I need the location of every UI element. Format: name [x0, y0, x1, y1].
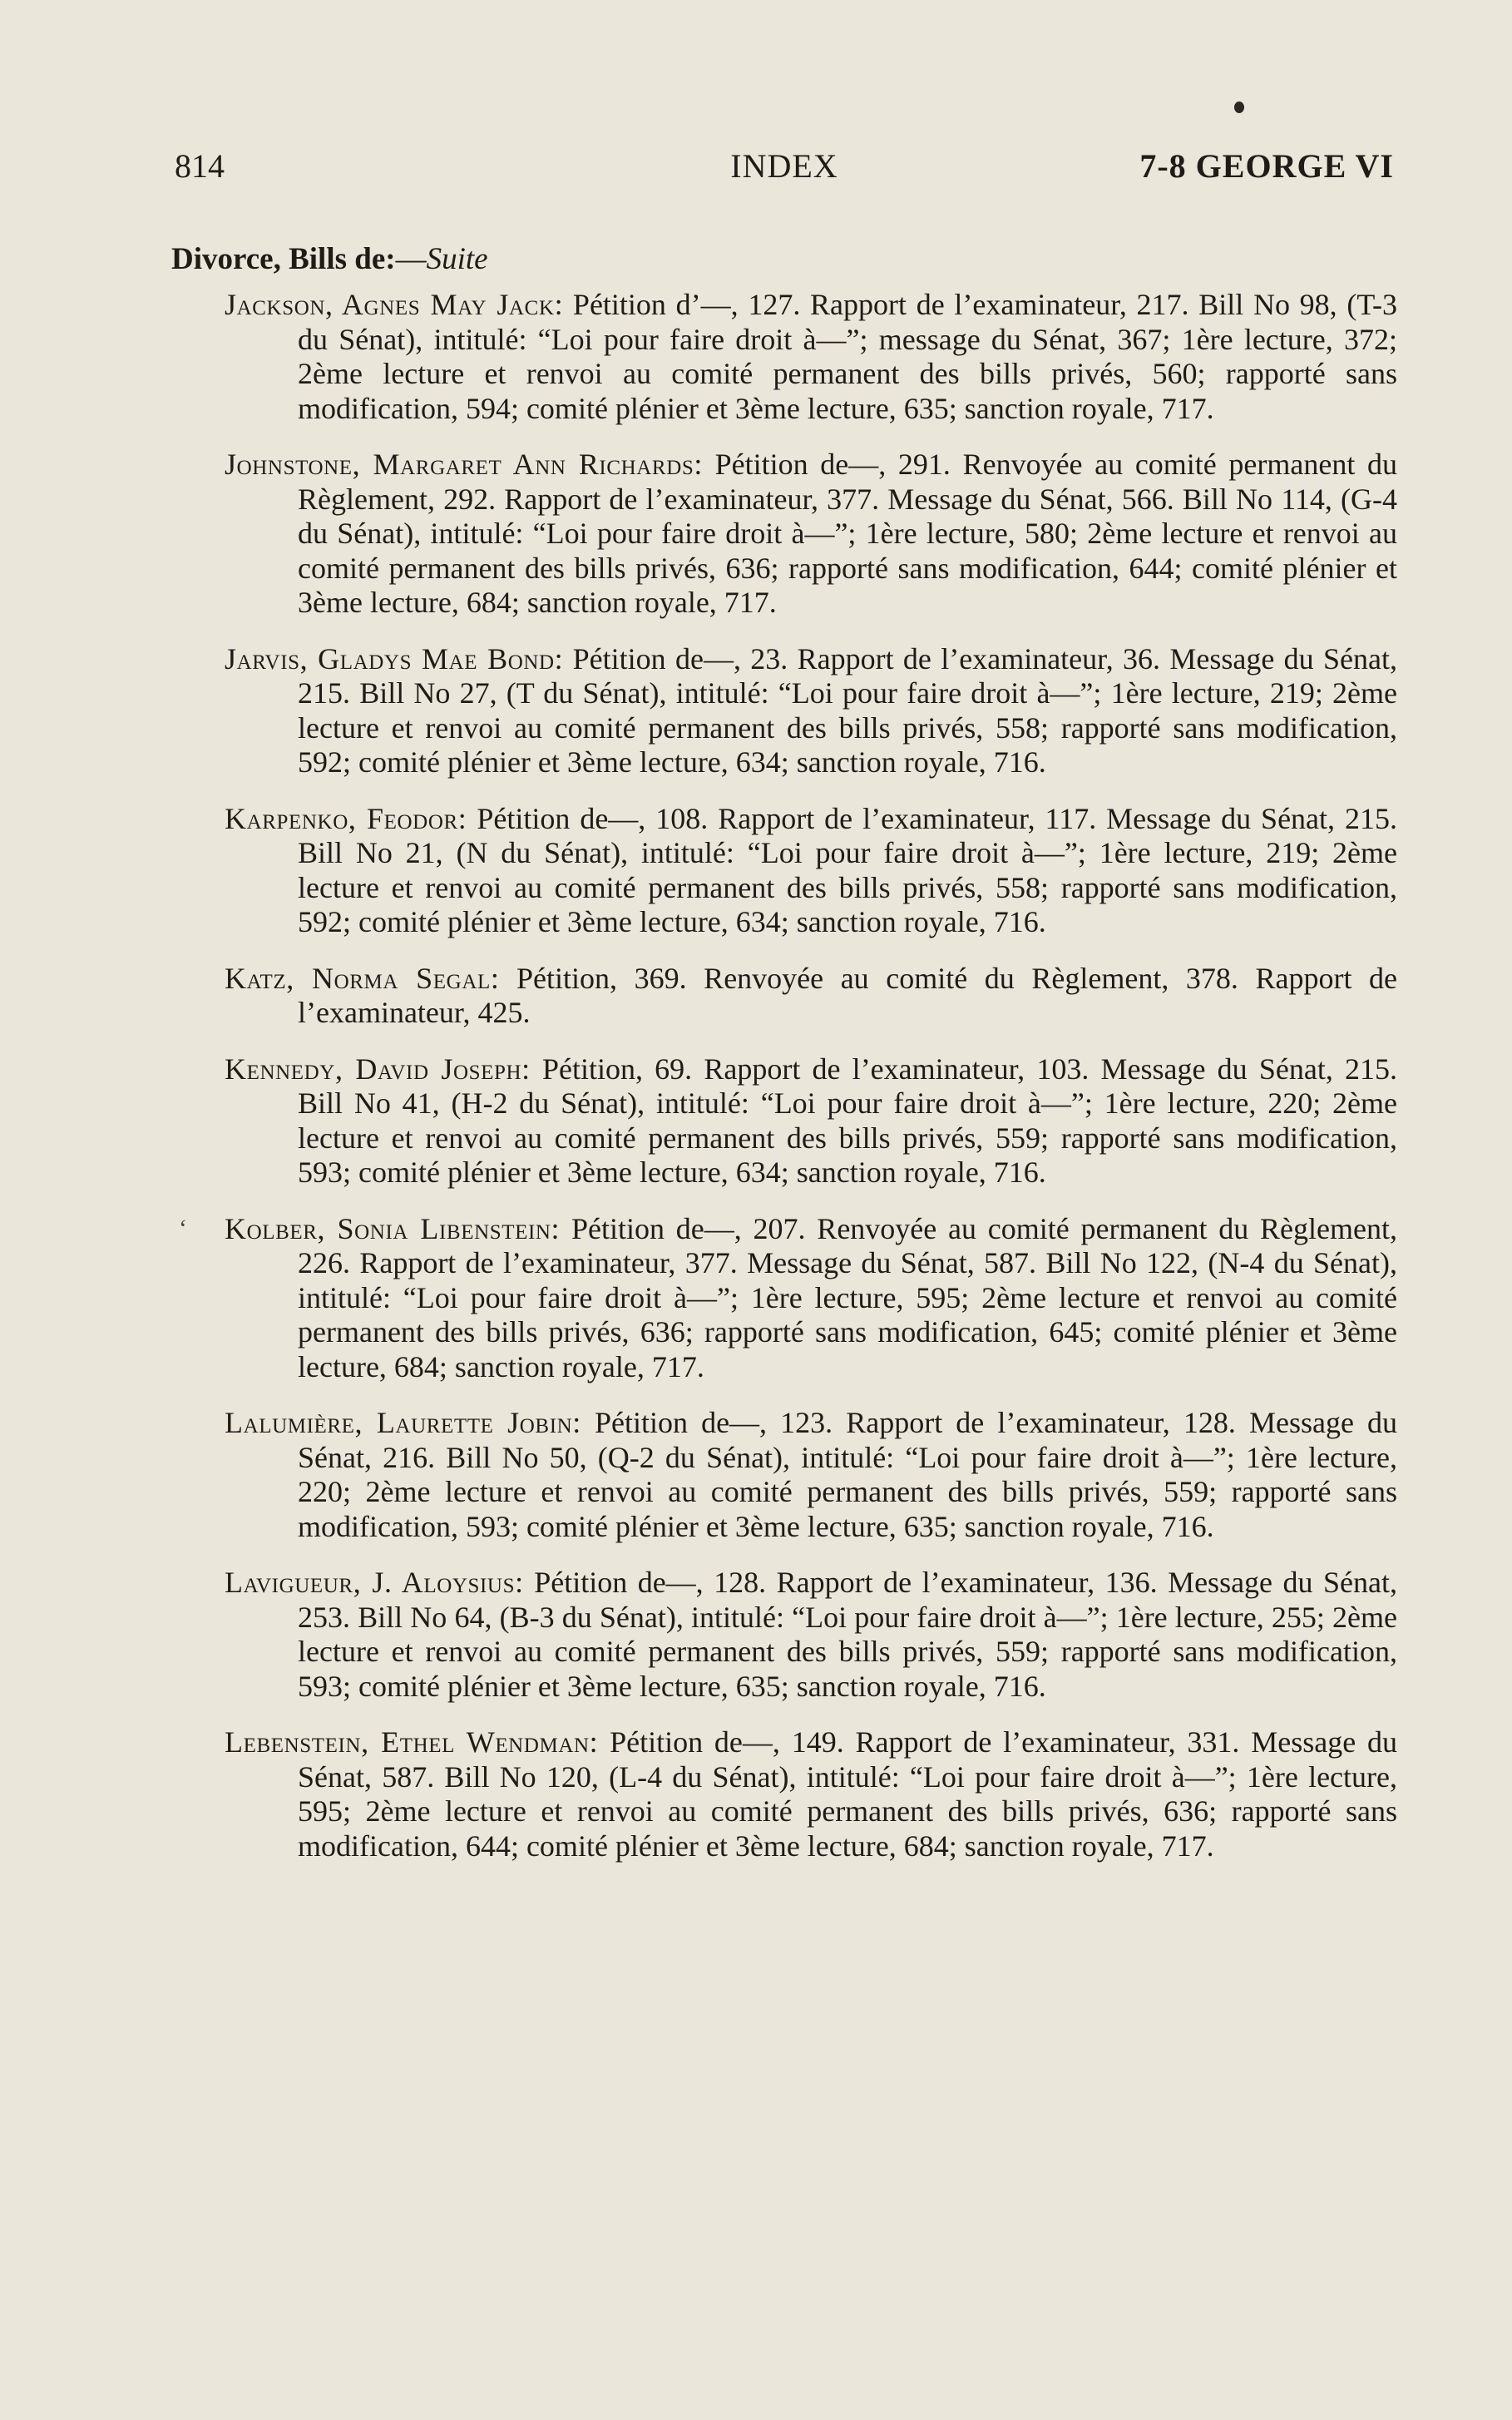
index-entry [225, 1566, 1397, 1704]
page-number: 814 [175, 147, 225, 185]
index-entry [225, 1406, 1397, 1544]
entry-text: Pétition d’—, 127. Rapport de l’examinateur, 217. Bill No 98, (T-3 du Sénat), intitulé: “Loi pour faire droit à—”; message du Sénat, 367; 1ère lecture, 372; 2ème lecture et renvoi au comité permanent des bills privés, 560; rapporté sans modification, 594; comité plénier et 3ème lecture, 635; sanction royale, 717. [298, 288, 1397, 425]
index-entry [225, 1212, 1397, 1385]
em-dash: — [395, 242, 427, 276]
index-entry [225, 802, 1397, 940]
entry-name: Katz, Norma Segal: [225, 961, 500, 995]
entry-name: Lalumière, Laurette Jobin: [225, 1406, 581, 1439]
entry-name: Kennedy, David Joseph: [225, 1052, 531, 1086]
ink-dot [1234, 101, 1244, 113]
index-entry [225, 448, 1397, 621]
index-entry [225, 1725, 1397, 1863]
index-entry [225, 1052, 1397, 1190]
entry-text: Pétition, 69. Rapport de l’examinateur, 103. Message du Sénat, 215. Bill No 41, (H-2 du Sénat), intitulé: “Loi pour faire droit à—”; 1ère lecture, 220; 2ème lecture et renvoi au comité permanent des bills privés, 559; rapporté sans modification, 593; comité plénier et 3ème lecture, 634; sanction royale, 716. [298, 1052, 1398, 1189]
section-title: Divorce, Bills de: [171, 242, 396, 276]
entry-name: Lebenstein, Ethel Wendman: [225, 1725, 599, 1759]
index-entry [225, 642, 1397, 780]
page-title: INDEX [730, 147, 838, 185]
entry-text: Pétition de—, 108. Rapport de l’examinateur, 117. Message du Sénat, 215. Bill No 21, (N du Sénat), intitulé: “Loi pour faire droit à—”; 1ère lecture, 219; 2ème lecture et renvoi au comité permanent des bills privés, 558; rapporté sans modification, 592; comité plénier et 3ème lecture, 634; sanction royale, 716. [298, 801, 1398, 938]
entry-name: Johnstone, Margaret Ann Richards: [225, 448, 703, 481]
entry-name: Kolber, Sonia Libenstein: [225, 1211, 561, 1245]
section-heading [171, 241, 488, 277]
entry-text: Pétition, 369. Renvoyée au comité du Règlement, 378. Rapport de l’examinateur, 425. [298, 961, 1397, 1029]
section-continued: Suite [426, 242, 488, 276]
entry-text: Pétition de—, 128. Rapport de l’examinateur, 136. Message du Sénat, 253. Bill No 64, (B-3 du Sénat), intitulé: “Loi pour faire droit à—”; 1ère lecture, 255; 2ème lecture et renvoi au comité permanent des bills privés, 559; rapporté sans modification, 593; comité plénier et 3ème lecture, 635; sanction royale, 716. [298, 1566, 1398, 1703]
entry-text: Pétition de—, 123. Rapport de l’examinateur, 128. Message du Sénat, 216. Bill No 50, (Q-2 du Sénat), intitulé: “Loi pour faire droit à—”; 1ère lecture, 220; 2ème lecture et renvoi au comité permanent des bills privés, 559; rapporté sans modification, 593; comité plénier et 3ème lecture, 635; sanction royale, 716. [298, 1406, 1398, 1543]
entry-text: Pétition de—, 23. Rapport de l’examinateur, 36. Message du Sénat, 215. Bill No 27, (T du Sénat), intitulé: “Loi pour faire droit à—”; 1ère lecture, 219; 2ème lecture et renvoi au comité permanent des bills privés, 558; rapporté sans modification, 592; comité plénier et 3ème lecture, 634; sanction royale, 716. [298, 641, 1397, 779]
entry-name: Karpenko, Feodor: [225, 801, 467, 835]
reign-label: 7-8 GEORGE VI [1139, 147, 1394, 185]
entry-name: Jackson, Agnes May Jack: [225, 288, 564, 321]
index-entry [225, 962, 1397, 1031]
margin-mark: ‘ [179, 1215, 187, 1242]
entry-text: Pétition de—, 149. Rapport de l’examinateur, 331. Message du Sénat, 587. Bill No 120, (L-4 du Sénat), intitulé: “Loi pour faire droit à—”; 1ère lecture, 595; 2ème lecture et renvoi au comité permanent des bills privés, 636; rapporté sans modification, 644; comité plénier et 3ème lecture, 684; sanction royale, 717. [298, 1725, 1397, 1863]
running-header [175, 146, 1394, 196]
index-entries [225, 288, 1397, 1885]
entry-text: Pétition de—, 207. Renvoyée au comité permanent du Règlement, 226. Rapport de l’examinateur, 377. Message du Sénat, 587. Bill No 122, (N-4 du Sénat), intitulé: “Loi pour faire droit à—”; 1ère lecture, 595; 2ème lecture et renvoi au comité permanent des bills privés, 636; rapporté sans modification, 645; comité plénier et 3ème lecture, 684; sanction royale, 717. [298, 1211, 1397, 1383]
index-entry [225, 288, 1397, 426]
entry-name: Jarvis, Gladys Mae Bond: [225, 641, 564, 676]
entry-text: Pétition de—, 291. Renvoyée au comité permanent du Règlement, 292. Rapport de l’examinateur, 377. Message du Sénat, 566. Bill No 114, (G-4 du Sénat), intitulé: “Loi pour faire droit à—”; 1ère lecture, 580; 2ème lecture et renvoi au comité permanent des bills privés, 636; rapporté sans modification, 644; comité plénier et 3ème lecture, 684; sanction royale, 717. [298, 448, 1398, 619]
entry-name: Lavigueur, J. Aloysius: [225, 1566, 524, 1599]
